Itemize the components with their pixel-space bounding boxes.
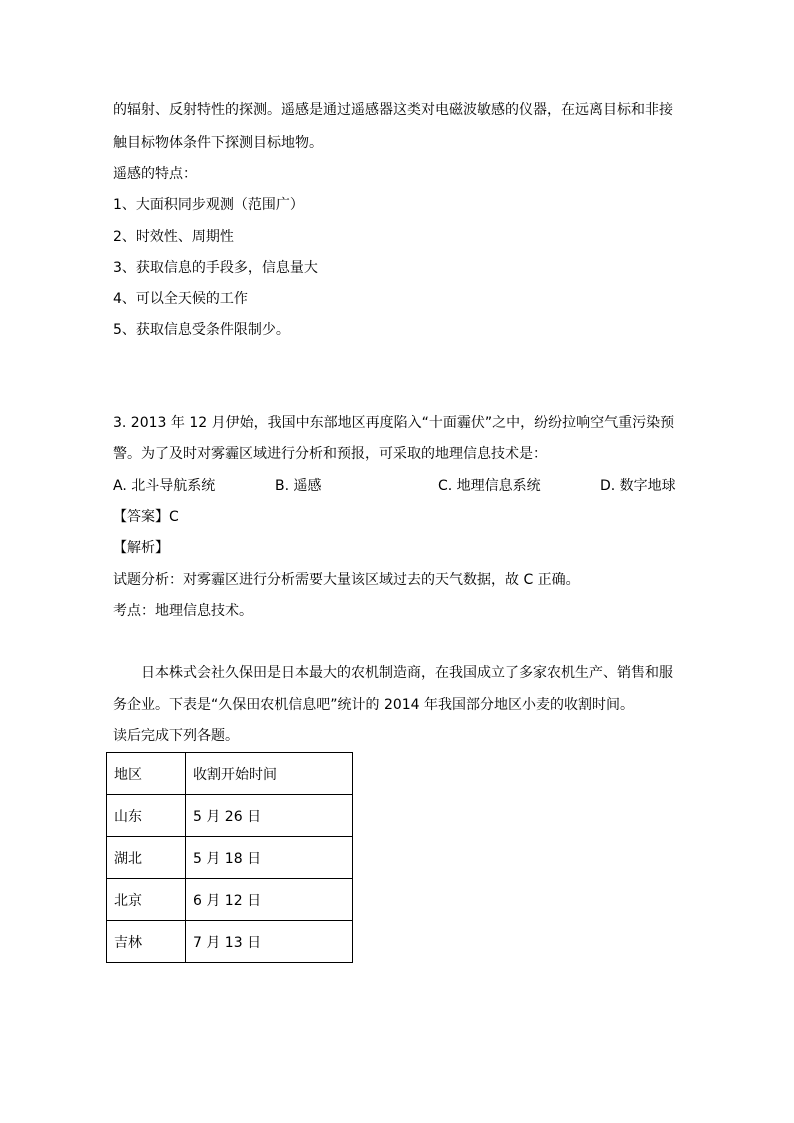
question-3-stem-line-2: 警。为了及时对雾霾区域进行分析和预报，可采取的地理信息技术是： bbox=[113, 446, 547, 462]
table-row bbox=[107, 879, 353, 921]
analysis-text: 试题分析：对雾霾区进行分析需要大量该区域过去的天气数据，故 C 正确。 bbox=[113, 572, 580, 588]
table-cell-region: 吉林 bbox=[107, 921, 186, 963]
features-title: 遥感的特点： bbox=[113, 166, 197, 182]
feature-item: 5、获取信息受条件限制少。 bbox=[113, 322, 290, 338]
table-cell-region: 山东 bbox=[107, 795, 186, 837]
table-cell-date: 5 月 18 日 bbox=[186, 837, 353, 879]
harvest-time-table bbox=[106, 752, 353, 963]
feature-item: 2、时效性、周期性 bbox=[113, 229, 234, 245]
feature-item: 1、大面积同步观测（范围广） bbox=[113, 197, 304, 213]
answer: 【答案】C bbox=[113, 509, 179, 525]
passage-line-2: 务企业。下表是“久保田农机信息吧”统计的 2014 年我国部分地区小麦的收割时间。 bbox=[113, 697, 635, 713]
table-cell-region: 湖北 bbox=[107, 837, 186, 879]
question-3-stem-line-1: 3. 2013 年 12 月伊始，我国中东部地区再度陷入“十面霾伏”之中，纷纷拉响空气重污染预 bbox=[113, 415, 675, 431]
option-b: B. 遥感 bbox=[275, 478, 322, 494]
table-cell-date: 6 月 12 日 bbox=[186, 879, 353, 921]
passage-line-3: 读后完成下列各题。 bbox=[113, 728, 239, 744]
table-cell-date: 7 月 13 日 bbox=[186, 921, 353, 963]
table-header-row bbox=[107, 753, 353, 795]
table-cell-date: 5 月 26 日 bbox=[186, 795, 353, 837]
analysis-title: 【解析】 bbox=[113, 540, 169, 556]
kaodian: 考点：地理信息技术。 bbox=[113, 603, 253, 619]
table-header-cell: 收割开始时间 bbox=[186, 753, 353, 795]
table-row bbox=[107, 795, 353, 837]
intro-line-1: 的辐射、反射特性的探测。遥感是通过遥感器这类对电磁波敏感的仪器，在远离目标和非接 bbox=[113, 102, 673, 118]
option-a: A. 北斗导航系统 bbox=[113, 478, 216, 494]
option-d: D. 数字地球 bbox=[600, 478, 676, 494]
option-c: C. 地理信息系统 bbox=[438, 478, 541, 494]
table-row bbox=[107, 921, 353, 963]
table-cell-region: 北京 bbox=[107, 879, 186, 921]
passage-line-1: 日本株式会社久保田是日本最大的农机制造商，在我国成立了多家农机生产、销售和服 bbox=[141, 665, 673, 681]
feature-item: 3、获取信息的手段多，信息量大 bbox=[113, 260, 318, 276]
intro-line-2: 触目标物体条件下探测目标地物。 bbox=[113, 135, 323, 151]
table-header-cell: 地区 bbox=[107, 753, 186, 795]
table-row bbox=[107, 837, 353, 879]
feature-item: 4、可以全天候的工作 bbox=[113, 291, 248, 307]
